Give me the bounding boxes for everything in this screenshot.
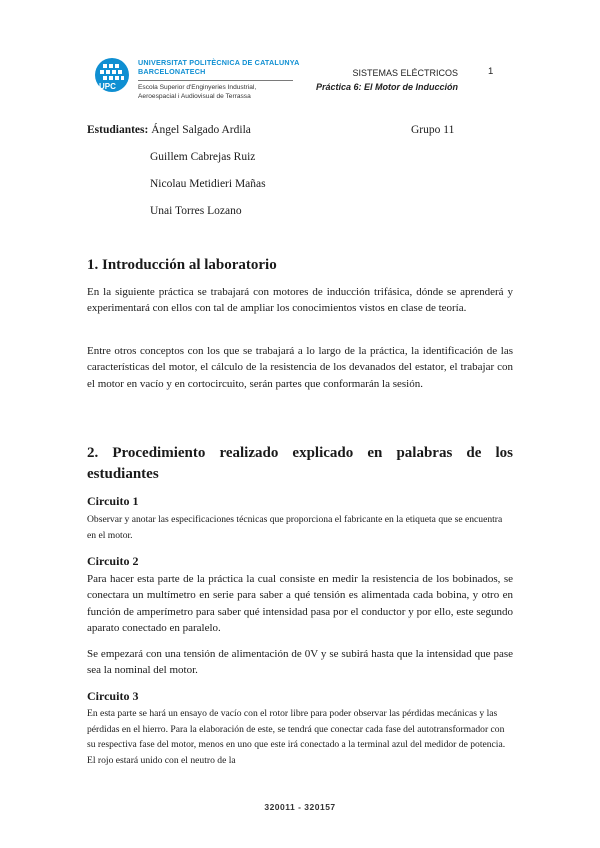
student-name: Ángel Salgado Ardila [151,124,251,136]
header-divider [138,80,293,81]
university-logo [95,58,305,104]
subsection-heading: Circuito 3 [87,689,139,703]
page-number: 1 [488,66,494,77]
practice-title: Práctica 6: El Motor de Inducción [315,82,458,92]
paragraph: Observar y anotar las especificaciones técnicas que proporciona el fabricante en la etiqueta que se encuentra en el motor. [87,514,503,541]
paragraph: Entre otros conceptos con los que se trabajará a lo largo de la práctica, la identificación de las características del motor, el cálculo de la resistencia de los devanados del estator, el trabajar con el motor en vacío y en cortocircuito, serán partes que conformarán la sesión. [87,345,513,390]
student-name: Guillem Cabrejas Ruiz [150,151,256,163]
footer-ids: 320011 - 320157 [264,802,336,812]
section-heading: 2. Procedimiento realizado explicado en palabras de los estudiantes [87,445,513,482]
header-course [316,66,458,94]
paragraph: Para hacer esta parte de la práctica la cual consiste en medir la resistencia de los bobinados, se conectara un multímetro en serie para saber a qué tensión es alimentada cada bobina, y otro en función de amperímetro para saber qué intensidad pasa por el conductor y por ello, este segundo aparato conectado en paralelo. [87,573,513,634]
school-name: Escola Superior d'Enginyeries Industrial, Aeroespacial i Audiovisual de Terrassa [138,84,257,100]
students-row [87,124,251,136]
university-name: UNIVERSITAT POLITÈCNICA DE CATALUNYA BARCELONATECH [138,58,300,76]
section-heading: 1. Introducción al laboratorio [87,257,277,273]
student-name: Unai Torres Lozano [150,205,242,217]
subsection-heading: Circuito 1 [87,494,139,508]
logo-text: UPC [99,82,116,91]
paragraph: Se empezará con una tensión de alimentación de 0V y se subirá hasta que la intensidad que pase sea la nominal del motor. [87,648,513,677]
paragraph: En la siguiente práctica se trabajará con motores de inducción trifásica, dónde se aprenderá y experimentará con ellos con tal de ampliar los conocimientos vistos en clase de teoría. [87,286,513,315]
group-label: Grupo 11 [411,124,455,136]
student-name: Nicolau Metidieri Mañas [150,178,266,190]
course-name: SISTEMAS ELÉCTRICOS [352,68,458,78]
paragraph: En esta parte se hará un ensayo de vacío con el rotor libre para poder observar las pérdidas mecánicas y las pérdidas en el hierro. Para la elaboración de este, se tendrá que conectar cada fase del autotransformador con su respectiva fase del motor, menos en uno que este irá conectado a la terminal azul del medidor de potencia. El rojo estará unido con el neutro de la [87,708,506,766]
students-label: Estudiantes: [87,124,149,136]
subsection-heading: Circuito 2 [87,554,139,568]
